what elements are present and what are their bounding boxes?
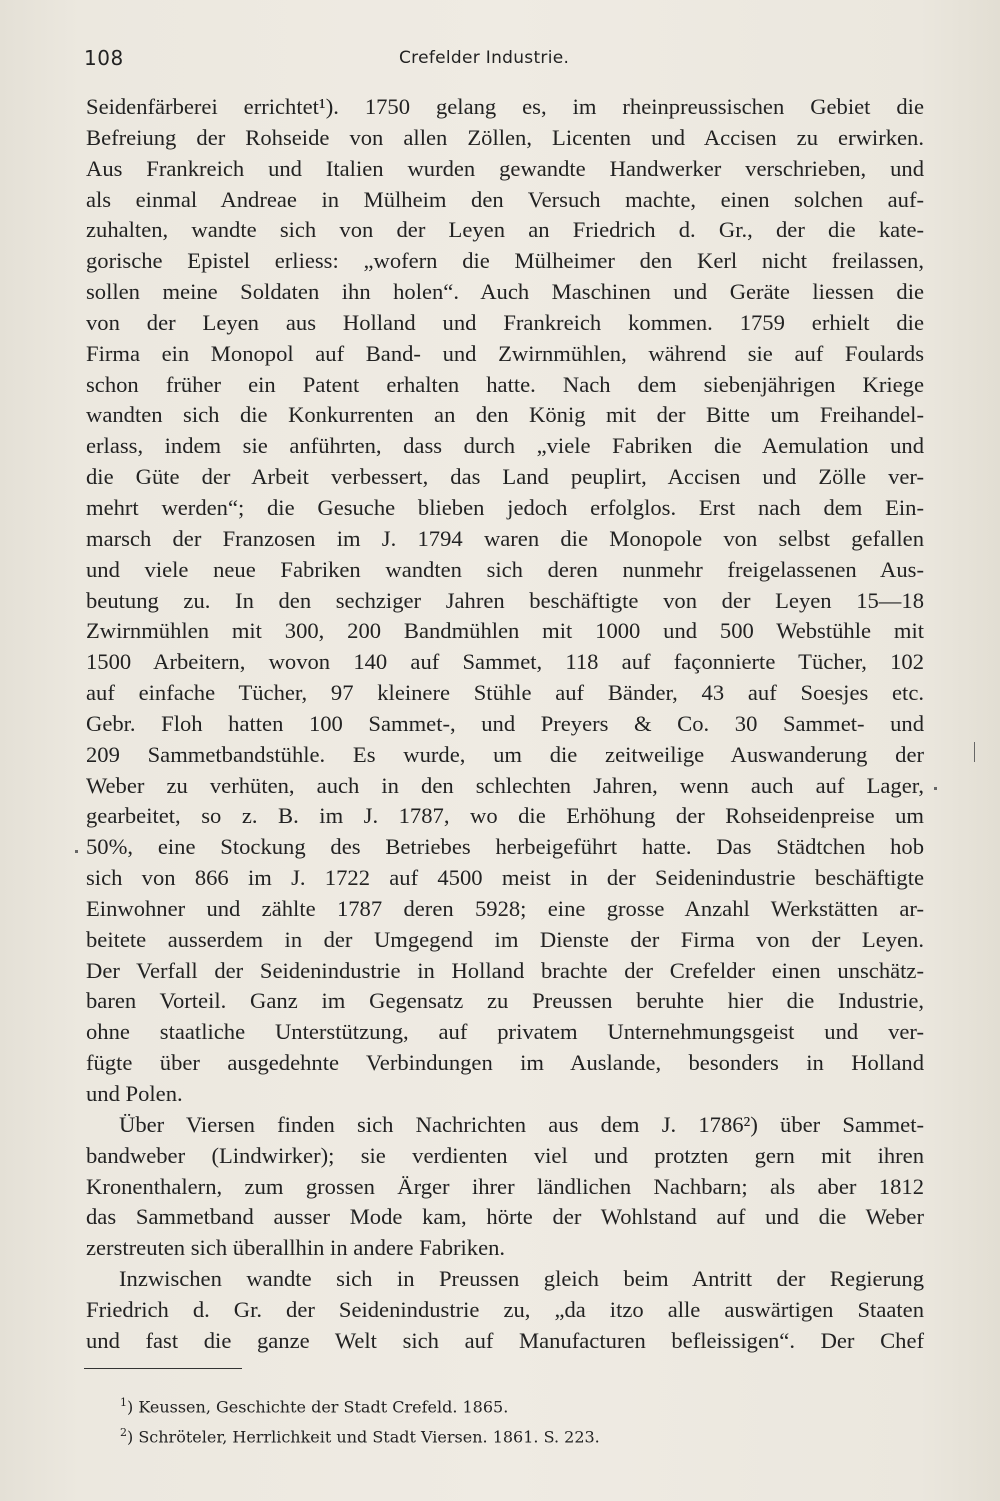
text-line: 1500 Arbeitern, wovon 140 auf Sammet, 118 auf façonnierte Tücher, 102 xyxy=(86,649,924,675)
footnote-mark: 1 xyxy=(120,1396,127,1409)
text-line: Weber zu verhüten, auch in den schlechten Jahren, wenn auch auf Lager, xyxy=(86,772,924,798)
footnote-rule xyxy=(84,1368,242,1369)
text-line: Firma ein Monopol auf Band- und Zwirnmühlen, während sie auf Foulards xyxy=(86,340,924,366)
text-line: Zwirnmühlen mit 300, 200 Bandmühlen mit 1000 und 500 Webstühle mit xyxy=(86,618,924,644)
footnote-item: $^2$) Schröteler, Herrlichkeit und Stadt Viersen. 1861. S. 223. xyxy=(120,1426,600,1447)
text-line: zuhalten, wandte sich von der Leyen an Friedrich d. Gr., der die kate- xyxy=(86,217,924,243)
text-line: und viele neue Fabriken wandten sich deren nunmehr freigelassenen Aus- xyxy=(86,556,924,582)
text-line: fügte über ausgedehnte Verbindungen im Auslande, besonders in Holland xyxy=(86,1050,924,1076)
text-line: ohne staatliche Unterstützung, auf privatem Unternehmungsgeist und ver- xyxy=(86,1019,924,1045)
margin-mark xyxy=(75,850,78,853)
text-line: schon früher ein Patent erhalten hatte. Nach dem siebenjährigen Kriege xyxy=(86,371,924,397)
text-line: Inzwischen wandte sich in Preussen gleich beim Antritt der Regierung xyxy=(119,1266,924,1292)
footnote-mark: 2 xyxy=(120,1426,127,1440)
text-line: die Güte der Arbeit verbessert, das Land peuplirt, Accisen und Zölle ver- xyxy=(86,464,924,490)
margin-mark xyxy=(934,787,937,790)
text-line: Über Viersen finden sich Nachrichten aus dem J. 1786²) über Sammet- xyxy=(119,1111,924,1137)
text-line: erlass, indem sie anführten, dass durch „viele Fabriken die Aemulation und xyxy=(86,433,924,459)
footnote-text: Keussen, Geschichte der Stadt Crefeld. 1865. xyxy=(138,1397,509,1417)
text-line: als einmal Andreae in Mülheim den Versuch machte, einen solchen auf- xyxy=(86,186,924,212)
text-line: beutung zu. In den sechziger Jahren beschäftigte von der Leyen 15—18 xyxy=(86,587,924,613)
running-head: Crefelder Industrie. xyxy=(399,48,570,68)
text-line: auf einfache Tücher, 97 kleinere Stühle auf Bänder, 43 auf Soesjes etc. xyxy=(86,680,924,706)
text-line: Gebr. Floh hatten 100 Sammet-, und Preyers & Co. 30 Sammet- und xyxy=(86,710,924,736)
text-line: gorische Epistel erliess: „wofern die Mülheimer den Kerl nicht freilassen, xyxy=(86,248,924,274)
text-line: Kronenthalern, zum grossen Ärger ihrer ländlichen Nachbarn; als aber 1812 xyxy=(86,1173,924,1199)
text-line: das Sammetband ausser Mode kam, hörte der Wohlstand auf und die Weber xyxy=(86,1204,924,1230)
text-line: Aus Frankreich und Italien wurden gewandte Handwerker verschrieben, und xyxy=(86,155,924,181)
text-line: mehrt werden“; die Gesuche blieben jedoch erfolglos. Erst nach dem Ein- xyxy=(86,494,924,520)
margin-mark xyxy=(974,742,975,762)
text-line: Befreiung der Rohseide von allen Zöllen, Licenten und Accisen zu erwirken. xyxy=(86,124,924,150)
text-line: gearbeitet, so z. B. im J. 1787, wo die Erhöhung der Rohseidenpreise um xyxy=(86,803,924,829)
text-line: Seidenfärberei errichtet¹). 1750 gelang es, im rheinpreussischen Gebiet die xyxy=(86,94,924,119)
text-line: zerstreuten sich überallhin in andere Fabriken. xyxy=(86,1235,506,1261)
footnotes xyxy=(120,1390,840,1451)
text-line: sollen meine Soldaten ihn holen“. Auch Maschinen und Geräte liessen die xyxy=(86,279,924,305)
text-line: Der Verfall der Seidenindustrie in Holland brachte der Crefelder einen unschätz- xyxy=(86,957,924,983)
page-number: 108 xyxy=(84,46,124,70)
text-line: baren Vorteil. Ganz im Gegensatz zu Preussen beruhte hier die Industrie, xyxy=(86,988,924,1014)
text-line: von der Leyen aus Holland und Frankreich kommen. 1759 erhielt die xyxy=(86,309,924,335)
text-line: bandweber (Lindwirker); sie verdienten viel und protzten gern mit ihren xyxy=(86,1142,924,1168)
footnote-text: Schröteler, Herrlichkeit und Stadt Viersen. 1861. S. 223. xyxy=(138,1427,600,1447)
text-line: wandten sich die Konkurrenten an den König mit der Bitte um Freihandel- xyxy=(86,402,924,428)
text-line: Einwohner und zählte 1787 deren 5928; eine grosse Anzahl Werkstätten ar- xyxy=(86,895,924,921)
page-header xyxy=(84,46,918,76)
text-line: marsch der Franzosen im J. 1794 waren die Monopole von selbst gefallen xyxy=(86,525,924,551)
text-line: 209 Sammetbandstühle. Es wurde, um die zeitweilige Auswanderung der xyxy=(86,741,924,767)
text-line: und Polen. xyxy=(86,1081,183,1106)
text-line: und fast die ganze Welt sich auf Manufacturen befleissigen“. Der Chef xyxy=(86,1327,924,1353)
footnote-item: $^1$) Keussen, Geschichte der Stadt Crefeld. 1865. xyxy=(120,1396,509,1417)
text-line: beitete ausserdem in der Umgegend im Dienste der Firma von der Leyen. xyxy=(86,926,924,952)
text-line: 50%, eine Stockung des Betriebes herbeigeführt hatte. Das Städtchen hob xyxy=(86,834,924,860)
text-line: Friedrich d. Gr. der Seidenindustrie zu, „da itzo alle auswärtigen Staaten xyxy=(86,1296,924,1322)
text-line: sich von 866 im J. 1722 auf 4500 meist in der Seidenindustrie beschäftigte xyxy=(86,865,924,891)
body-text xyxy=(86,92,924,1357)
